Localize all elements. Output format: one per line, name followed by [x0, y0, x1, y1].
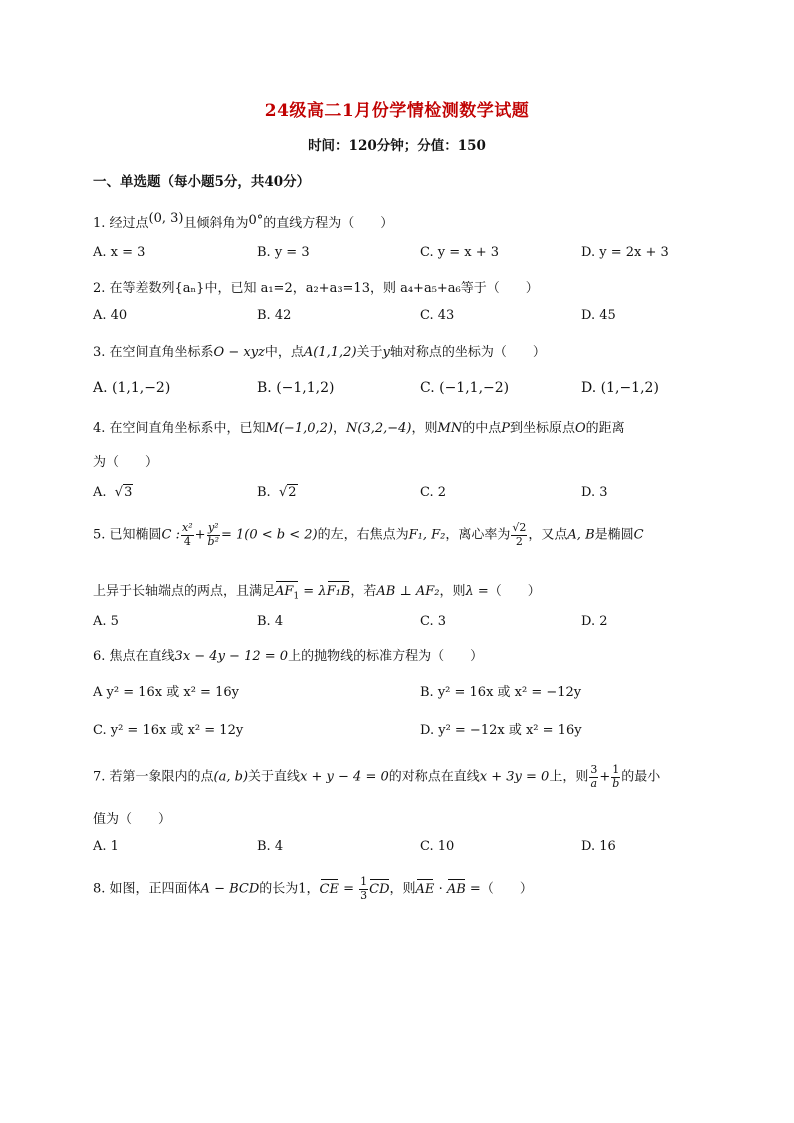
- q2-option-d: D. 45: [581, 308, 616, 323]
- q1-option-a: A. x = 3: [93, 245, 146, 260]
- question-4-stem-cont: 为（ ）: [93, 455, 159, 470]
- sqrt-symbol: √2: [278, 485, 297, 500]
- vector-af1: $AF_1$: [275, 584, 300, 602]
- sqrt-symbol: √3: [114, 485, 133, 500]
- q6-line-equation: 3x − 4y − 12 = 0: [174, 649, 289, 664]
- q5-option-d: D. 2: [581, 614, 608, 629]
- q1-point: (0, 3): [148, 211, 184, 226]
- fraction-1-over-3: $\frac{1}{3}$: [360, 875, 368, 902]
- q1-option-c: C. y = x + 3: [420, 245, 500, 260]
- question-7-stem-cont: 值为（ ）: [93, 812, 172, 827]
- q4-option-a: A. √3: [93, 485, 133, 500]
- q7-option-d: D. 16: [581, 839, 616, 854]
- q1-option-d: D. y = 2x + 3: [581, 245, 669, 260]
- q3-option-d: D. (1,−1,2): [581, 380, 659, 396]
- q5-option-a: A. 5: [93, 614, 119, 629]
- q6-option-c: C. y² = 16x 或 x² = 12y: [93, 723, 244, 738]
- q7-option-b: B. 4: [257, 839, 284, 854]
- vector-ae: AE: [415, 881, 435, 897]
- question-5-stem: 5. 已知椭圆C : $\frac{\text{x²}}{4}$ + $\frac{\text{y²}}{\text{b²}}$ = 1(0 < b < 2)的左，右焦点为F₁, F₂，离心率为 $\frac{√2}{2}$ ，又点A, B是椭圆C: [93, 521, 644, 548]
- question-2-stem: 2. 在等差数列{aₙ}中，已知 a₁=2，a₂+a₃=13，则 a₄+a₅+a₆等于（ ）: [93, 281, 539, 296]
- question-7-stem: 7. 若第一象限内的点(a, b)关于直线x + y − 4 = 0的对称点在直线x + 3y = 0上，则 $\frac{3}{a}$ + $\frac{1}{b}$ 的最小: [93, 763, 661, 790]
- q6-option-b: B. y² = 16x 或 x² = −12y: [420, 685, 582, 700]
- vector-ce: CE: [319, 881, 339, 897]
- question-1-stem: 1. 经过点(0, 3)且倾斜角为0°的直线方程为（ ）: [93, 211, 394, 231]
- eccentricity-fraction: $\frac{√2}{2}$: [512, 521, 527, 548]
- q1-option-b: B. y = 3: [257, 245, 310, 260]
- exam-time-score: 时间：120分钟；分值：150: [308, 138, 486, 154]
- q2-option-b: B. 42: [257, 308, 292, 323]
- exam-title: 24级高二1月份学情检测数学试题: [264, 101, 530, 121]
- q5-option-b: B. 4: [257, 614, 284, 629]
- fraction-x2-over-4: $\frac{\text{x²}}{4}$: [182, 521, 193, 548]
- q2-option-a: A. 40: [93, 308, 128, 323]
- vector-f1b: F₁B: [326, 584, 351, 599]
- q4-option-d: D. 3: [581, 485, 608, 500]
- fraction-1-over-b: $\frac{1}{b}$: [612, 763, 620, 790]
- question-8-stem: 8. 如图，正四面体A − BCD的长为1，CE = $\frac{1}{3}$ CD，则AE · AB =（ ）: [93, 875, 533, 902]
- question-6-stem: 6. 焦点在直线3x − 4y − 12 = 0上的抛物线的标准方程为（ ）: [93, 649, 484, 664]
- fraction-3-over-a: $\frac{3}{a}$: [590, 763, 598, 790]
- q3-option-b: B. (−1,1,2): [257, 380, 335, 396]
- q7-option-c: C. 10: [420, 839, 455, 854]
- q6-option-a: A y² = 16x 或 x² = 16y: [93, 685, 239, 700]
- question-3-stem: 3. 在空间直角坐标系O − xyz中，点A(1,1,2)关于y轴对称点的坐标为（ ）: [93, 345, 546, 360]
- fraction-y2-over-b2: $\frac{\text{y²}}{\text{b²}}$: [207, 521, 219, 548]
- q3-option-a: A. (1,1,−2): [93, 380, 171, 396]
- question-4-stem: 4. 在空间直角坐标系中，已知M(−1,0,2)，N(3,2,−4)，则MN的中点P到坐标原点O的距离: [93, 421, 625, 436]
- question-5-stem-cont: 上异于长轴端点的两点，且满足$AF_1 = \lambda F_1B$，若AB ⊥ AF₂，则λ =（ ）: [93, 584, 541, 602]
- section-heading-single-choice: 一、单选题（每小题5分，共40分）: [93, 174, 311, 190]
- q4-option-c: C. 2: [420, 485, 447, 500]
- q3-point: A(1,1,2): [303, 345, 357, 360]
- q3-coordinate-system: O − xyz: [213, 345, 265, 360]
- vector-ab: AB: [446, 881, 466, 897]
- q7-option-a: A. 1: [93, 839, 119, 854]
- q5-option-c: C. 3: [420, 614, 447, 629]
- q1-angle: 0°: [248, 213, 264, 228]
- q3-option-c: C. (−1,1,−2): [420, 380, 510, 396]
- q6-option-d: D. y² = −12x 或 x² = 16y: [420, 723, 582, 738]
- q2-option-c: C. 43: [420, 308, 455, 323]
- q4-option-b: B. √2: [257, 485, 297, 500]
- vector-cd: CD: [369, 881, 390, 897]
